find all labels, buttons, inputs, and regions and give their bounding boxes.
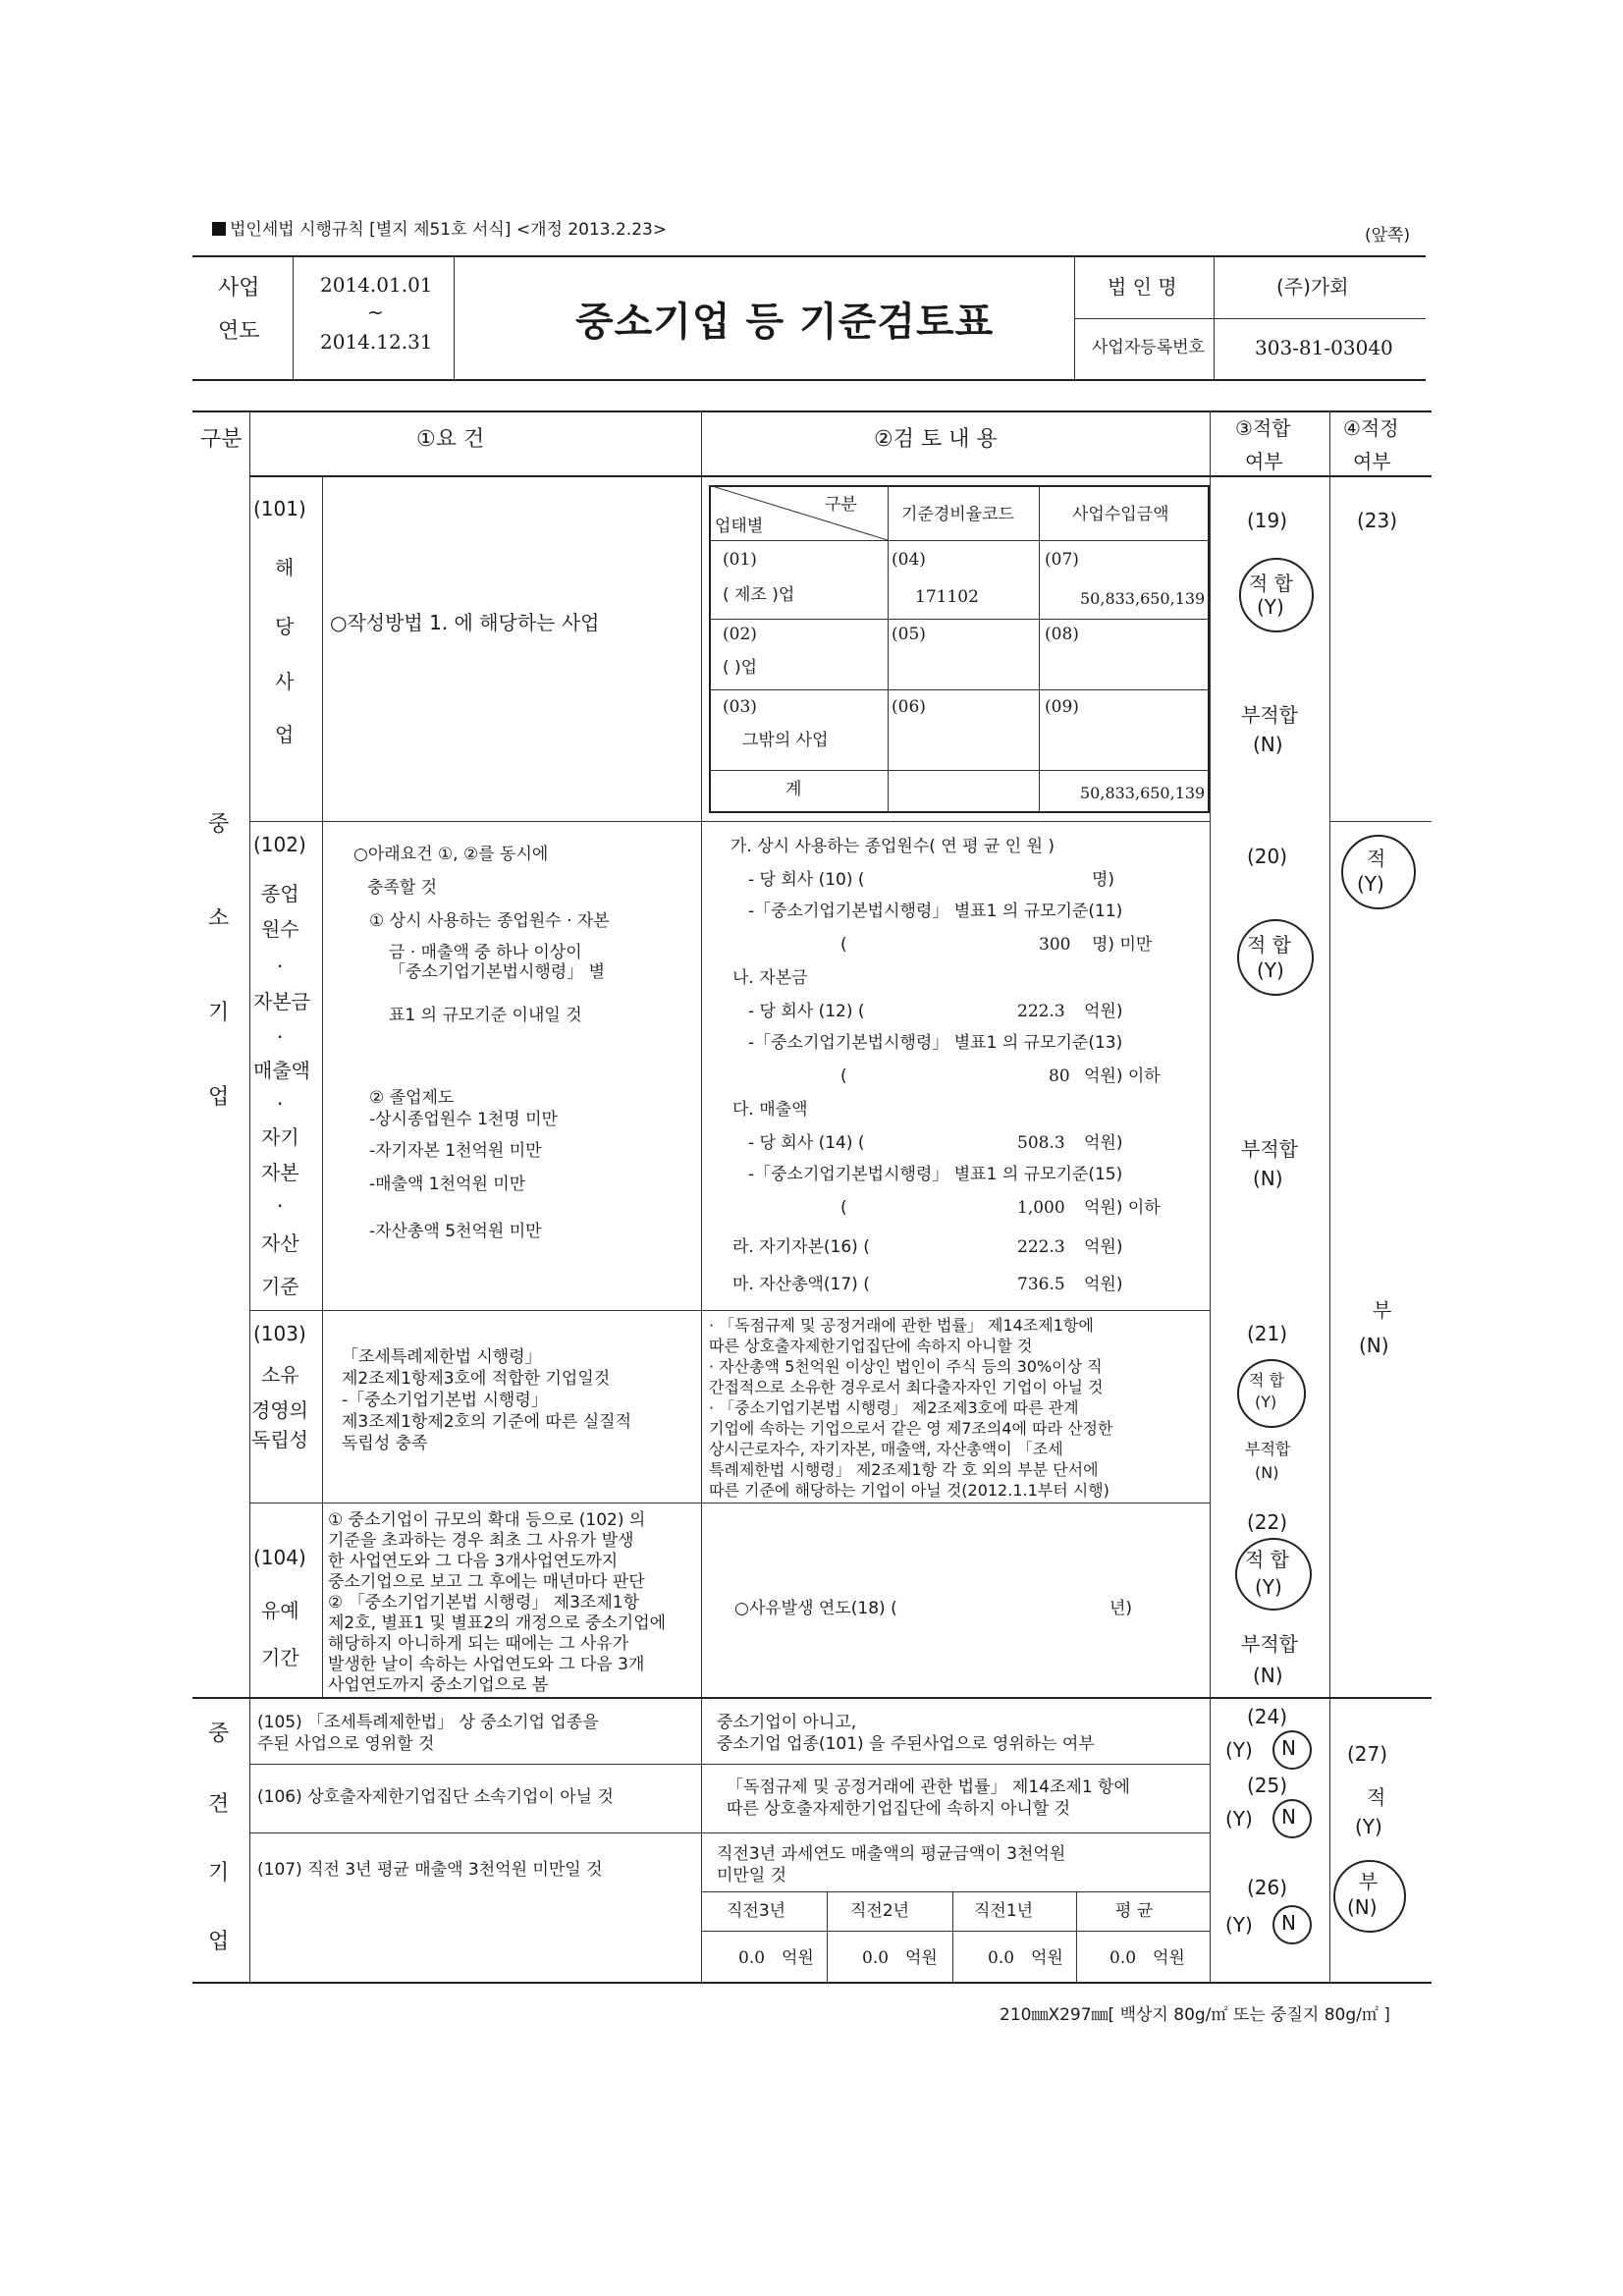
r101-fit-yes: 적 합 [1249, 572, 1293, 595]
r102-req-3: ① 상시 사용하는 종업원수 · 자본 [369, 911, 610, 931]
r103-rev-5: · 「중소기업기본법 시행령」 제2조제3호에 따른 관계 [709, 1398, 1079, 1417]
mid-proper-yes-y: (Y) [1355, 1815, 1382, 1838]
r106-rev-1: 「독점규제 및 공정거래에 관한 법률」 제14조제1 항에 [727, 1777, 1130, 1797]
r103-req-5: 독립성 충족 [342, 1434, 428, 1453]
r102-rev-c2: -「중소기업기본법시행령」 별표1 의 규모기준(15) [748, 1165, 1123, 1184]
r107-fit-code: (26) [1247, 1876, 1288, 1899]
r102-rev-c3-val: 1,000 [1017, 1198, 1065, 1218]
r101-c04-val: 171102 [915, 587, 979, 607]
r102-rev-b3-open: ( [840, 1066, 847, 1086]
r101-c02-text: ( )업 [723, 658, 758, 678]
r102-rev-b3-unit: 억원) 이하 [1084, 1066, 1161, 1086]
mid-proper-code: (27) [1347, 1742, 1388, 1766]
r104-label-2: 기간 [261, 1646, 299, 1669]
r102-code: (102) [253, 833, 306, 856]
r103-req-3: -「중소기업기본법 시행령」 [342, 1391, 548, 1410]
r101-fit-yes-y: (Y) [1257, 595, 1284, 619]
r107-v3: 0.0 [988, 1948, 1015, 1968]
r102-rev-b1-val: 222.3 [1017, 1002, 1065, 1021]
r102-fit-circle [1237, 919, 1314, 996]
section-mid-1: 중 [208, 1722, 230, 1746]
r102-req-10: -매출액 1천억원 미만 [369, 1175, 526, 1194]
r102-fit-yes: 적 합 [1247, 933, 1291, 957]
r103-req-4: 제3조제1항제2호의 기준에 따른 실질적 [342, 1412, 631, 1432]
r106-y: (Y) [1225, 1807, 1253, 1831]
r101-fit-no: 부적합 [1241, 703, 1298, 727]
r101-c07: (07) [1045, 550, 1079, 570]
r102-label-11: 자산 [261, 1231, 299, 1255]
r103-rev-2: 따른 상호출자제한기업집단에 속하지 아니할 것 [709, 1337, 1033, 1355]
r103-rev-3: · 자산총액 5천억원 이상인 법인이 주식 등의 30%이상 직 [709, 1357, 1103, 1376]
r102-label-1: 종업 [261, 882, 299, 905]
r107-req: (107) 직전 3년 평균 매출액 3천억원 미만일 것 [257, 1860, 603, 1880]
r107-v4-unit: 억원 [1153, 1948, 1185, 1968]
r101-head-code: 기준경비율코드 [901, 505, 1014, 524]
corp-name-label: 법 인 명 [1108, 275, 1177, 299]
col-category: 구분 [200, 427, 243, 452]
period-end: 2014.12.31 [320, 330, 433, 354]
r101-c03-text: 그밖의 사업 [742, 731, 829, 750]
r104-req-2: 기준을 초과하는 경우 최초 그 사유가 발생 [328, 1531, 634, 1551]
r107-v1: 0.0 [738, 1948, 766, 1968]
corp-name: (주)가회 [1276, 275, 1349, 299]
r102-rev-a3-val: 300 [1039, 935, 1071, 955]
form-reference-text: 법인세법 시행규칙 [별지 제51호 서식] <개정 2013.2.23> [230, 220, 668, 240]
r105-rev-2: 중소기업 업종(101) 을 주된사업으로 영위하는 여부 [717, 1734, 1095, 1754]
section-mid-3: 기 [208, 1861, 230, 1886]
r107-v2: 0.0 [862, 1948, 890, 1968]
r104-review-unit: 년) [1109, 1599, 1133, 1618]
section-mid-2: 견 [208, 1792, 230, 1817]
r102-rev-a1: - 당 회사 (10) ( [748, 870, 865, 890]
r104-req-5: ② 「중소기업기본법 시행령」 제3조제1항 [328, 1593, 639, 1613]
r101-total-val: 50,833,650,139 [1080, 784, 1206, 802]
r102-rev-d-val: 222.3 [1017, 1237, 1065, 1257]
r101-c09: (09) [1045, 697, 1079, 717]
r104-req-8: 발생한 날이 속하는 사업연도와 그 다음 3개 [328, 1655, 645, 1674]
r104-fit-no-n: (N) [1253, 1664, 1283, 1687]
r104-req-7: 해당하지 아니하게 되는 때에는 그 사유가 [328, 1634, 629, 1654]
r107-h3: 직전1년 [974, 1901, 1034, 1921]
r106-req: (106) 상호출자제한기업집단 소속기업이 아닐 것 [257, 1787, 614, 1807]
period-tilde: ~ [367, 301, 384, 324]
r107-h1: 직전3년 [727, 1901, 786, 1921]
r102-req-9: -자기자본 1천억원 미만 [369, 1141, 542, 1161]
r107-y: (Y) [1225, 1913, 1253, 1937]
r104-req-3: 한 사업연도와 그 다음 3개사업연도까지 [328, 1552, 619, 1571]
col-proper-1: ④적정 [1343, 416, 1399, 440]
r101-head-div: 구분 [825, 495, 857, 515]
r104-req-9: 사업연도까지 중소기업으로 봄 [328, 1675, 549, 1695]
form-reference [212, 220, 667, 241]
r104-fit-code: (22) [1247, 1510, 1288, 1534]
section-sme-2: 소 [208, 906, 230, 931]
r101-head-biz: 업태별 [715, 517, 764, 536]
mid-proper-no-n: (N) [1347, 1895, 1378, 1919]
r102-label-6: 매출액 [253, 1059, 310, 1082]
r101-c04: (04) [892, 550, 926, 570]
r101-c01-text: ( 제조 )업 [723, 585, 795, 605]
reg-no: 303-81-03040 [1255, 336, 1393, 359]
r103-label-2: 경영의 [251, 1398, 308, 1422]
r102-label-4: 자본금 [253, 990, 310, 1013]
r107-v4: 0.0 [1109, 1948, 1137, 1968]
r101-head-amount: 사업수입금액 [1072, 505, 1169, 524]
r104-label-1: 유예 [261, 1599, 299, 1622]
col-fit-1: ③적합 [1235, 416, 1291, 440]
reg-no-label: 사업자등록번호 [1092, 338, 1205, 357]
r102-label-9: 자본 [261, 1161, 299, 1184]
r102-rev-b1: - 당 회사 (12) ( [748, 1002, 865, 1021]
r107-n: N [1281, 1911, 1296, 1935]
r102-rev-e-unit: 억원) [1084, 1275, 1123, 1294]
r102-rev-a3-unit: 명) 미만 [1092, 935, 1153, 955]
r103-req-1: 「조세특례제한법 시행령」 [342, 1347, 542, 1367]
r102-label-3: · [277, 955, 284, 978]
r103-fit-yes: 적 합 [1249, 1371, 1284, 1390]
r102-rev-c: 다. 매출액 [732, 1100, 808, 1120]
r101-c06: (06) [892, 697, 926, 717]
year-label-2: 연도 [218, 319, 260, 344]
section-sme-4: 업 [208, 1085, 230, 1110]
r105-y: (Y) [1225, 1738, 1253, 1762]
r102-label-5: · [277, 1025, 284, 1049]
r104-req-4: 중소기업으로 보고 그 후에는 매년마다 판단 [328, 1572, 645, 1592]
r107-v1-unit: 억원 [782, 1948, 814, 1968]
r101-c01: (01) [723, 550, 757, 570]
r101-fit-code: (19) [1247, 509, 1288, 532]
r107-v2-unit: 억원 [905, 1948, 938, 1968]
section-sme-3: 기 [208, 1001, 230, 1025]
r101-code: (101) [253, 497, 306, 520]
page-title: 중소기업 등 기준검토표 [575, 300, 995, 345]
mid-proper-yes: 적 [1367, 1785, 1386, 1809]
r102-proper-yes-y: (Y) [1357, 872, 1384, 896]
r103-fit-code: (21) [1247, 1322, 1288, 1345]
r103-fit-no-n: (N) [1255, 1463, 1279, 1482]
col-requirement: ①요 건 [416, 427, 485, 452]
r102-rev-b1-unit: 억원) [1084, 1002, 1123, 1021]
r101-c03: (03) [723, 697, 757, 717]
r102-fit-no: 부적합 [1241, 1137, 1298, 1161]
r103-label-1: 소유 [261, 1363, 299, 1387]
r101-label-3: 사 [275, 670, 295, 693]
r104-fit-yes: 적 합 [1245, 1548, 1289, 1571]
r102-rev-c1-val: 508.3 [1017, 1133, 1065, 1153]
r102-rev-b3-val: 80 [1049, 1066, 1070, 1086]
r102-proper-yes: 적 [1367, 847, 1386, 870]
r102-rev-c3-open: ( [840, 1198, 847, 1218]
r103-fit-yes-y: (Y) [1255, 1393, 1277, 1411]
r103-code: (103) [253, 1322, 306, 1345]
r103-rev-9: 따른 기준에 해당하는 기업이 아닐 것(2012.1.1부터 시행) [709, 1481, 1109, 1500]
r102-rev-d: 라. 자기자본(16) ( [732, 1237, 870, 1257]
r102-rev-e-val: 736.5 [1017, 1275, 1065, 1294]
r105-req-1: (105) 「조세특례제한법」 상 중소기업 업종을 [257, 1713, 599, 1732]
r102-rev-a1-unit: 명) [1092, 870, 1115, 890]
r105-n: N [1281, 1736, 1296, 1760]
r104-fit-yes-y: (Y) [1255, 1575, 1282, 1599]
r102-fit-no-n: (N) [1253, 1167, 1283, 1190]
r102-req-6: 표1 의 규모기준 이내일 것 [389, 1006, 582, 1025]
r101-c07-val: 50,833,650,139 [1080, 589, 1206, 608]
r102-label-2: 원수 [261, 917, 299, 941]
paper-spec: 210㎜X297㎜[ 백상지 80g/㎡ 또는 중질지 80g/㎡ ] [1000, 2005, 1390, 2025]
r102-rev-a: 가. 상시 사용하는 종업원수( 연 평 균 인 원 ) [730, 837, 1055, 856]
r102-rev-d-unit: 억원) [1084, 1237, 1123, 1257]
r105-fit-code: (24) [1247, 1705, 1288, 1728]
year-label-1: 사업 [218, 276, 260, 301]
r103-proper-no: 부 [1373, 1298, 1392, 1322]
r102-req-7: ② 졸업제도 [369, 1088, 455, 1108]
r102-req-5: 「중소기업기본법시행령」 별 [389, 962, 606, 982]
r102-req-1: ○아래요건 ①, ②를 동시에 [353, 845, 549, 864]
r107-v3-unit: 억원 [1031, 1948, 1063, 1968]
r102-rev-a3-open: ( [840, 935, 847, 955]
section-mid-4: 업 [208, 1930, 230, 1954]
r101-requirement: ○작성방법 1. 에 해당하는 사업 [330, 611, 600, 634]
mid-proper-no: 부 [1359, 1870, 1379, 1893]
r103-rev-4: 간접적으로 소유한 경우로서 최다출자자인 기업이 아닐 것 [709, 1378, 1104, 1396]
r102-rev-e: 마. 자산총액(17) ( [732, 1275, 870, 1294]
r101-fit-no-n: (N) [1253, 733, 1283, 756]
r101-label-4: 업 [275, 723, 295, 746]
r101-total-label: 계 [785, 780, 802, 799]
r102-req-8: -상시종업원수 1천명 미만 [369, 1110, 558, 1129]
r101-label-1: 해 [275, 556, 295, 579]
r104-code: (104) [253, 1546, 306, 1569]
r104-req-6: 제2호, 별표1 및 별표2의 개정으로 중소기업에 [328, 1613, 667, 1633]
r102-rev-b: 나. 자본금 [732, 968, 808, 988]
r104-review: ○사유발생 연도(18) ( [734, 1599, 897, 1618]
r102-req-11: -자산총액 5천억원 미만 [369, 1222, 542, 1241]
r103-req-2: 제2조제1항제3호에 적합한 기업일것 [342, 1369, 611, 1389]
r102-rev-a2: -「중소기업기본법시행령」 별표1 의 규모기준(11) [748, 902, 1123, 921]
r102-rev-c1: - 당 회사 (14) ( [748, 1133, 865, 1153]
r106-n: N [1281, 1805, 1296, 1829]
r102-label-10: · [277, 1194, 284, 1218]
r103-rev-6: 기업에 속하는 기업으로서 같은 영 제7조의4에 따라 산정한 [709, 1419, 1113, 1438]
r102-req-2: 충족할 것 [367, 878, 438, 898]
r107-rev-1: 직전3년 과세연도 매출액의 평균금액이 3천억원 [717, 1844, 1066, 1864]
r102-rev-b2: -「중소기업기본법시행령」 별표1 의 규모기준(13) [748, 1033, 1123, 1053]
r105-rev-1: 중소기업이 아니고, [717, 1713, 857, 1732]
r102-rev-c3-unit: 억원) 이하 [1084, 1198, 1161, 1218]
r107-rev-2: 미만일 것 [717, 1866, 787, 1886]
r102-req-4: 금 · 매출액 중 하나 이상이 [389, 943, 582, 962]
r102-label-12: 기준 [261, 1275, 299, 1298]
r101-label-2: 당 [275, 615, 295, 638]
r103-label-3: 독립성 [251, 1428, 308, 1451]
r104-fit-no: 부적합 [1241, 1632, 1298, 1656]
r102-rev-c1-unit: 억원) [1084, 1133, 1123, 1153]
r106-rev-2: 따른 상호출자제한기업집단에 속하지 아니할 것 [727, 1799, 1071, 1819]
section-sme-1: 중 [208, 812, 230, 837]
r101-proper-code: (23) [1357, 509, 1398, 532]
square-bullet-icon [212, 222, 226, 236]
r107-h4: 평 균 [1115, 1901, 1154, 1921]
r106-fit-code: (25) [1247, 1774, 1288, 1797]
r104-req-1: ① 중소기업이 규모의 확대 등으로 (102) 의 [328, 1510, 646, 1530]
col-fit-2: 여부 [1245, 450, 1283, 473]
r105-req-2: 주된 사업으로 영위할 것 [257, 1734, 435, 1754]
page-side: (앞쪽) [1365, 226, 1411, 246]
col-review: ②검 토 내 용 [874, 427, 998, 452]
r103-rev-1: · 「독점규제 및 공정거래에 관한 법률」 제14조제1항에 [709, 1316, 1094, 1335]
r101-c02: (02) [723, 625, 757, 644]
col-proper-2: 여부 [1353, 450, 1391, 473]
r102-label-8: 자기 [261, 1125, 299, 1149]
period-start: 2014.01.01 [320, 273, 433, 297]
r103-proper-no-n: (N) [1359, 1334, 1389, 1357]
r102-label-7: · [277, 1092, 284, 1116]
r103-rev-7: 상시근로자수, 자기자본, 매출액, 자산총액이 「조세 [709, 1440, 1063, 1458]
r107-h2: 직전2년 [850, 1901, 910, 1921]
r101-c05: (05) [892, 625, 926, 644]
r103-rev-8: 특례제한법 시행령」 제2조제1항 각 호 외의 부분 단서에 [709, 1460, 1099, 1479]
r103-fit-no: 부적합 [1245, 1440, 1291, 1458]
r101-c08: (08) [1045, 625, 1079, 644]
r102-fit-code: (20) [1247, 845, 1288, 868]
r102-fit-yes-y: (Y) [1257, 958, 1284, 982]
